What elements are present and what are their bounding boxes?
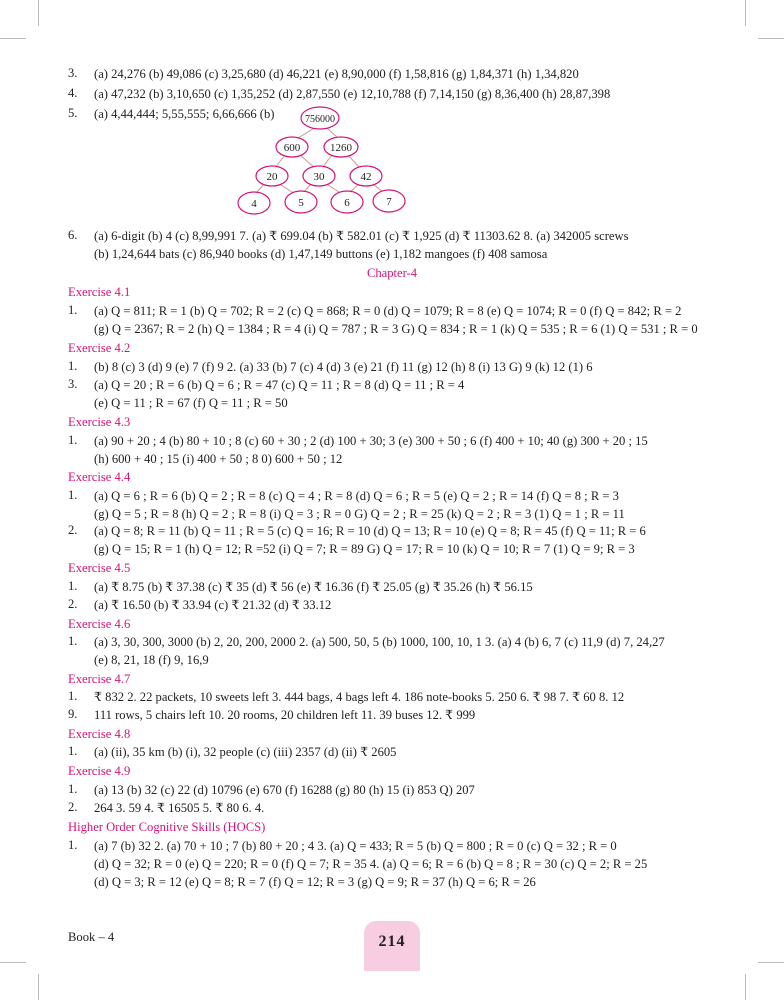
tree-node: 7 xyxy=(386,196,392,208)
answer-line: (g) Q = 5 ; R = 8 (h) Q = 2 ; R = 8 (i) Q = 3 ; R = 0 G) Q = 2 ; R = 25 (k) Q = 2 ; R = 3 (1) Q = 1 ; R = 11 xyxy=(94,507,625,521)
answer-number: 1. xyxy=(68,744,78,758)
answer-number: 2. xyxy=(68,597,78,611)
answer-line: (a) Q = 8; R = 11 (b) Q = 11 ; R = 5 (c) Q = 16; R = 10 (d) Q = 13; R = 10 (e) Q = 8; R = 45 (f) Q = 11; R = 6 xyxy=(94,524,646,538)
answer-number: 1. xyxy=(68,634,78,648)
answer-line: (a) Q = 6 ; R = 6 (b) Q = 2 ; R = 8 (c) Q = 4 ; R = 8 (d) Q = 6 ; R = 5 (e) Q = 2 ; R = 14 (f) Q = 8 ; R = 3 xyxy=(94,489,619,503)
exercise-heading: Exercise 4.3 xyxy=(68,415,131,429)
answer-line: (b) 1,24,644 bats (c) 86,940 books (d) 1,47,149 buttons (e) 1,182 mangoes (f) 408 samosa xyxy=(94,247,548,261)
crop-mark xyxy=(745,0,746,26)
answer-line: (d) Q = 32; R = 0 (e) Q = 220; R = 0 (f) Q = 7; R = 35 4. (a) Q = 6; R = 6 (b) Q = 8 ; R = 30 (c) Q = 2; R = 25 xyxy=(94,857,648,871)
answer-line: 264 3. 59 4. ₹ 16505 5. ₹ 80 6. 4. xyxy=(94,801,265,815)
exercise-heading: Exercise 4.1 xyxy=(68,285,131,299)
tree-node: 30 xyxy=(313,171,325,183)
answer-line: (a) 24,276 (b) 49,086 (c) 3,25,680 (d) 46,221 (e) 8,90,000 (f) 1,58,816 (g) 1,84,371 (h) 1,34,820 xyxy=(94,67,579,81)
answer-number: 5. xyxy=(68,106,78,120)
answer-line: (a) 4,44,444; 5,55,555; 6,66,666 (b) xyxy=(94,107,275,121)
answer-number: 3. xyxy=(68,66,78,80)
answer-line: (a) (ii), 35 km (b) (i), 32 people (c) (iii) 2357 (d) (ii) ₹ 2605 xyxy=(94,745,397,759)
answer-line: (a) 3, 30, 300, 3000 (b) 2, 20, 200, 2000 2. (a) 500, 50, 5 (b) 1000, 100, 10, 1 3. (a) 4 (b) 6, 7 (c) 11,9 (d) 7, 24,27 xyxy=(94,635,665,649)
answer-line: (a) 6-digit (b) 4 (c) 8,99,991 7. (a) ₹ 699.04 (b) ₹ 582.01 (c) ₹ 1,925 (d) ₹ 11303.62 8. (a) 342005 screws xyxy=(94,229,629,243)
tree-node: 4 xyxy=(251,198,257,210)
answer-line: 111 rows, 5 chairs left 10. 20 rooms, 20 children left 11. 39 buses 12. ₹ 999 xyxy=(94,708,476,722)
crop-mark xyxy=(745,974,746,1000)
answer-line: (g) Q = 2367; R = 2 (h) Q = 1384 ; R = 4 (i) Q = 787 ; R = 3 G) Q = 834 ; R = 1 (k) Q = 535 ; R = 6 (1) Q = 531 ; R = 0 xyxy=(94,322,698,336)
answer-number: 1. xyxy=(68,303,78,317)
exercise-heading: Higher Order Cognitive Skills (HOCS) xyxy=(68,820,266,834)
answer-number: 4. xyxy=(68,86,78,100)
answer-number: 3. xyxy=(68,377,78,391)
answer-line: (a) Q = 811; R = 1 (b) Q = 702; R = 2 (c) Q = 868; R = 0 (d) Q = 1079; R = 8 (e) Q = 1074; R = 0 (f) Q = 842; R = 2 xyxy=(94,304,682,318)
answer-line: (d) Q = 3; R = 12 (e) Q = 8; R = 7 (f) Q = 12; R = 3 (g) Q = 9; R = 37 (h) Q = 6; R = 26 xyxy=(94,875,536,889)
exercise-heading: Exercise 4.2 xyxy=(68,341,131,355)
book-label: Book – 4 xyxy=(68,930,115,944)
answer-line: (a) 90 + 20 ; 4 (b) 80 + 10 ; 8 (c) 60 + 30 ; 2 (d) 100 + 30; 3 (e) 300 + 50 ; 6 (f) 400 + 10; 40 (g) 300 + 20 ; 15 xyxy=(94,434,648,448)
exercise-heading: Exercise 4.5 xyxy=(68,561,131,575)
answer-line: (a) 47,232 (b) 3,10,650 (c) 1,35,252 (d) 2,87,550 (e) 12,10,788 (f) 7,14,150 (g) 8,36,400 (h) 28,87,398 xyxy=(94,87,611,101)
exercise-heading: Exercise 4.6 xyxy=(68,617,131,631)
answer-number: 1. xyxy=(68,488,78,502)
crop-mark xyxy=(0,38,26,39)
answer-number: 2. xyxy=(68,800,78,814)
answer-line: (a) Q = 20 ; R = 6 (b) Q = 6 ; R = 47 (c) Q = 11 ; R = 8 (d) Q = 11 ; R = 4 xyxy=(94,378,465,392)
answer-number: 6. xyxy=(68,228,78,242)
exercise-heading: Exercise 4.7 xyxy=(68,672,131,686)
answer-line: (a) ₹ 16.50 (b) ₹ 33.94 (c) ₹ 21.32 (d) ₹ 33.12 xyxy=(94,598,332,612)
tree-node: 20 xyxy=(266,171,278,183)
crop-mark xyxy=(758,962,784,963)
answer-line: (a) 13 (b) 32 (c) 22 (d) 10796 (e) 670 (f) 16288 (g) 80 (h) 15 (i) 853 Q) 207 xyxy=(94,783,475,797)
crop-mark xyxy=(758,38,784,39)
crop-mark xyxy=(38,0,39,26)
crop-mark xyxy=(38,974,39,1000)
tree-node: 6 xyxy=(344,197,350,209)
crop-mark xyxy=(0,962,26,963)
answer-number: 1. xyxy=(68,579,78,593)
exercise-heading: Exercise 4.4 xyxy=(68,470,131,484)
exercise-heading: Exercise 4.8 xyxy=(68,727,131,741)
answer-line: (g) Q = 15; R = 1 (h) Q = 12; R =52 (i) Q = 7; R = 89 G) Q = 17; R = 10 (k) Q = 10; R = 7 (1) Q = 9; R = 3 xyxy=(94,542,635,556)
answer-number: 1. xyxy=(68,782,78,796)
tree-node: 1260 xyxy=(330,142,352,154)
exercise-heading: Exercise 4.9 xyxy=(68,764,131,778)
answer-line: (h) 600 + 40 ; 15 (i) 400 + 50 ; 8 0) 600 + 50 ; 12 xyxy=(94,452,343,466)
answer-number: 9. xyxy=(68,707,78,721)
factor-tree-diagram xyxy=(230,100,420,220)
tree-node: 600 xyxy=(283,142,301,154)
answer-number: 1. xyxy=(68,433,78,447)
answer-number: 1. xyxy=(68,689,78,703)
answer-line: ₹ 832 2. 22 packets, 10 sweets left 3. 444 bags, 4 bags left 4. 186 note-books 5. 250 6. ₹ 98 7. ₹ 60 8. 12 xyxy=(94,690,625,704)
page-number: 214 xyxy=(378,933,406,950)
answer-number: 1. xyxy=(68,838,78,852)
answer-number: 1. xyxy=(68,359,78,373)
answer-line: (a) 7 (b) 32 2. (a) 70 + 10 ; 7 (b) 80 + 20 ; 4 3. (a) Q = 433; R = 5 (b) Q = 800 ; R = 0 (c) Q = 32 ; R = 0 xyxy=(94,839,617,853)
answer-line: (a) ₹ 8.75 (b) ₹ 37.38 (c) ₹ 35 (d) ₹ 56 (e) ₹ 16.36 (f) ₹ 25.05 (g) ₹ 35.26 (h) ₹ 56.15 xyxy=(94,580,533,594)
answer-number: 2. xyxy=(68,523,78,537)
answer-line: (e) 8, 21, 18 (f) 9, 16,9 xyxy=(94,653,209,667)
answer-line: (e) Q = 11 ; R = 67 (f) Q = 11 ; R = 50 xyxy=(94,396,288,410)
tree-node: 42 xyxy=(360,171,372,183)
answer-line: (b) 8 (c) 3 (d) 9 (e) 7 (f) 9 2. (a) 33 (b) 7 (c) 4 (d) 3 (e) 21 (f) 11 (g) 12 (h) 8 (i) 13 G) 9 (k) 12 (1) 6 xyxy=(94,360,593,374)
tree-node: 756000 xyxy=(305,114,335,125)
chapter-title: Chapter-4 xyxy=(366,266,418,280)
tree-node: 5 xyxy=(298,197,304,209)
